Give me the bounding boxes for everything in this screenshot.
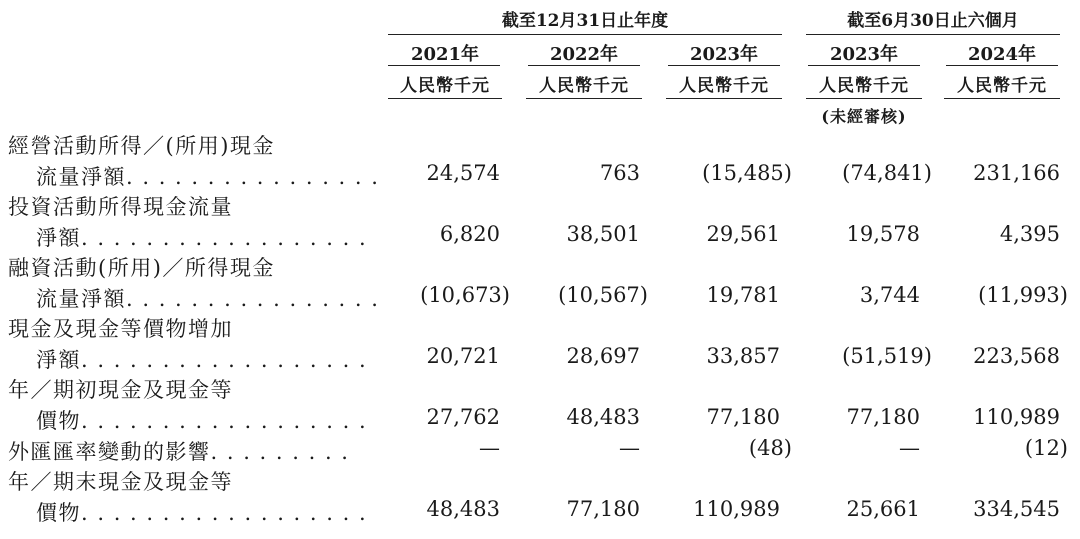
value-cell: (48) — [748, 436, 792, 460]
value-cell: — — [479, 436, 500, 460]
value-cell: 6,820 — [439, 222, 500, 246]
value-cell: 28,697 — [566, 344, 640, 368]
value-cell: (10,567) — [558, 283, 648, 307]
value-cell: 231,166 — [973, 161, 1060, 185]
value-cell: 110,989 — [973, 405, 1060, 429]
year-header-2023-interim: 2023年 — [829, 44, 899, 65]
value-cell: 48,483 — [566, 405, 640, 429]
value-cell: 27,762 — [426, 405, 500, 429]
value-cell: 29,561 — [706, 222, 780, 246]
value-cell: — — [619, 436, 640, 460]
row-label-investing: 投資活動所得現金流量 — [8, 195, 233, 219]
value-cell: 77,180 — [706, 405, 780, 429]
row-label-opening-balance-cont: 價物. . . . . . . . . . . . . . . . . . — [36, 409, 368, 433]
year-header-2023: 2023年 — [689, 44, 759, 65]
value-cell: (74,841) — [842, 161, 932, 185]
year-header-2021: 2021年 — [410, 44, 480, 65]
group-header-annual: 截至12月31日止年度 — [501, 11, 669, 31]
value-cell: 38,501 — [566, 222, 640, 246]
value-cell: 3,744 — [859, 283, 920, 307]
row-label-opening-balance: 年／期初現金及現金等 — [8, 378, 233, 402]
year-rule — [388, 65, 500, 66]
value-cell: 77,180 — [846, 405, 920, 429]
row-label-operating: 經營活動所得／(所用)現金 — [8, 134, 275, 158]
unit-rule — [806, 98, 922, 99]
value-cell: 19,781 — [706, 283, 780, 307]
value-cell: (51,519) — [842, 344, 932, 368]
value-cell: 334,545 — [973, 497, 1060, 521]
year-rule — [668, 65, 780, 66]
value-cell: 19,578 — [846, 222, 920, 246]
row-label-fx-effect: 外匯匯率變動的影響. . . . . . . . . — [8, 440, 350, 464]
value-cell: (11,993) — [978, 283, 1068, 307]
unit-header: 人民幣千元 — [679, 76, 769, 96]
year-rule — [808, 65, 920, 66]
value-cell: (10,673) — [420, 283, 510, 307]
year-header-2024-interim: 2024年 — [967, 44, 1037, 65]
row-label-investing-cont: 淨額. . . . . . . . . . . . . . . . . . — [36, 226, 368, 250]
value-cell: 20,721 — [426, 344, 500, 368]
unit-rule — [526, 98, 642, 99]
unit-header: 人民幣千元 — [539, 76, 629, 96]
group-header-interim: 截至6月30日止六個月 — [847, 11, 1019, 31]
unaudited-note: (未經審核) — [821, 107, 907, 126]
value-cell: (12) — [1024, 436, 1068, 460]
value-cell: 4,395 — [999, 222, 1060, 246]
year-rule — [946, 65, 1058, 66]
value-cell: 33,857 — [706, 344, 780, 368]
row-label-financing: 融資活動(所用)／所得現金 — [8, 256, 275, 280]
value-cell: 223,568 — [973, 344, 1060, 368]
value-cell: 763 — [599, 161, 640, 185]
group-rule-interim — [806, 34, 1060, 35]
row-label-operating-cont: 流量淨額. . . . . . . . . . . . . . . . — [36, 165, 380, 189]
row-label-net-increase-cont: 淨額. . . . . . . . . . . . . . . . . . — [36, 348, 368, 372]
row-label-financing-cont: 流量淨額. . . . . . . . . . . . . . . . — [36, 287, 380, 311]
value-cell: 48,483 — [426, 497, 500, 521]
row-label-closing-balance-cont: 價物. . . . . . . . . . . . . . . . . . — [36, 501, 368, 525]
value-cell: 77,180 — [566, 497, 640, 521]
value-cell: — — [899, 436, 920, 460]
value-cell: 24,574 — [426, 161, 500, 185]
unit-rule — [666, 98, 782, 99]
unit-header: 人民幣千元 — [819, 76, 909, 96]
unit-header: 人民幣千元 — [957, 76, 1047, 96]
year-rule — [528, 65, 640, 66]
value-cell: (15,485) — [702, 161, 792, 185]
unit-header: 人民幣千元 — [400, 76, 490, 96]
value-cell: 25,661 — [846, 497, 920, 521]
row-label-net-increase: 現金及現金等價物增加 — [8, 317, 233, 341]
value-cell: 110,989 — [693, 497, 780, 521]
group-rule-annual — [388, 34, 782, 35]
unit-rule — [944, 98, 1060, 99]
year-header-2022: 2022年 — [549, 44, 619, 65]
row-label-closing-balance: 年／期末現金及現金等 — [8, 470, 233, 494]
unit-rule — [388, 98, 502, 99]
